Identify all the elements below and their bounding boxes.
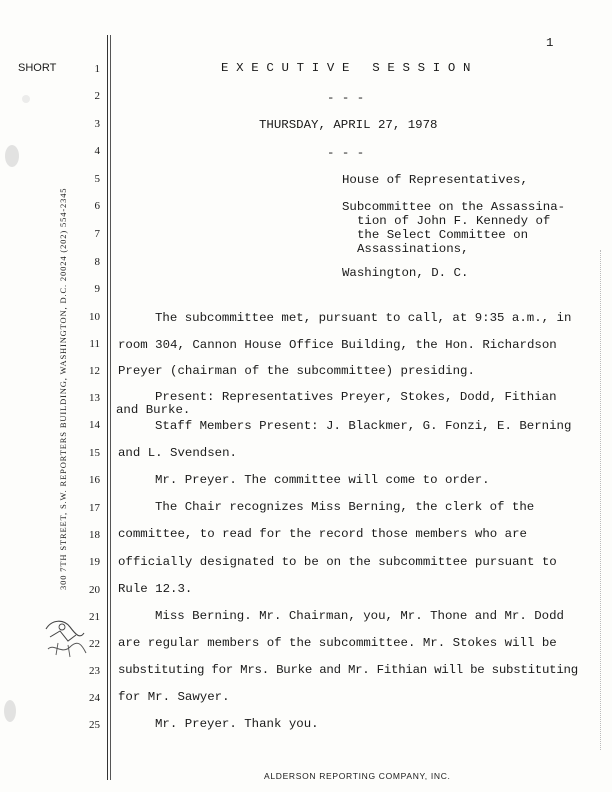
right-edge-mark <box>600 250 601 750</box>
scan-smudge <box>22 95 30 103</box>
line-number: 9 <box>94 283 100 295</box>
line-number: 1 <box>94 63 100 75</box>
scan-smudge <box>5 145 19 167</box>
line-number: 6 <box>94 200 100 212</box>
body-line: substituting for Mrs. Burke and Mr. Fithian will be substituting <box>118 663 578 677</box>
line-number: 3 <box>94 118 100 130</box>
session-date: THURSDAY, APRIL 27, 1978 <box>259 118 438 132</box>
body-line: room 304, Cannon House Office Building, the Hon. Richardson <box>118 338 557 352</box>
line-number: 11 <box>89 338 100 350</box>
address-line: the Select Committee on <box>357 228 529 242</box>
body-line: officially designated to be on the subcommittee pursuant to <box>118 555 557 569</box>
line-number: 21 <box>89 611 100 623</box>
address-line: Washington, D. C. <box>342 266 469 280</box>
reporter-address-vertical: 300 7TH STREET, S.W. REPORTERS BUILDING, WASHINGTON, D.C. 20024 (202) 554-2345 <box>58 187 68 590</box>
line-number: 4 <box>94 145 100 157</box>
line-number: 20 <box>89 584 100 596</box>
line-number: 14 <box>89 419 100 431</box>
scan-smudge <box>4 700 16 722</box>
reporting-company-footer: ALDERSON REPORTING COMPANY, INC. <box>264 771 451 781</box>
body-line: for Mr. Sawyer. <box>118 690 230 704</box>
line-number: 22 <box>89 638 100 650</box>
line-number: 23 <box>89 665 100 677</box>
line-number: 25 <box>89 719 100 731</box>
line-number: 5 <box>94 173 100 185</box>
session-heading: EXECUTIVE SESSION <box>221 61 479 75</box>
line-number: 19 <box>89 556 100 568</box>
address-line: Assassinations, <box>357 242 469 256</box>
left-margin-rule <box>107 35 108 780</box>
line-number: 15 <box>89 447 100 459</box>
short-label: SHORT <box>18 62 57 74</box>
body-line: Staff Members Present: J. Blackmer, G. Fonzi, E. Berning <box>155 419 572 433</box>
address-line: Subcommittee on the Assassina- <box>342 200 566 214</box>
body-line: and L. Svendsen. <box>118 446 237 460</box>
line-number: 24 <box>89 692 100 704</box>
address-line: House of Representatives, <box>342 173 528 187</box>
line-number: 18 <box>89 529 100 541</box>
body-line: are regular members of the subcommittee. Mr. Stokes will be <box>118 636 557 650</box>
body-line: Present: Representatives Preyer, Stokes, Dodd, Fithian <box>155 390 557 404</box>
body-line: Rule 12.3. <box>118 582 193 596</box>
line-number: 12 <box>89 365 100 377</box>
line-number: 8 <box>94 256 100 268</box>
body-line: Mr. Preyer. Thank you. <box>155 717 319 731</box>
body-line: Preyer (chairman of the subcommittee) presiding. <box>118 364 475 378</box>
line-number: 16 <box>89 474 100 486</box>
line-number: 10 <box>89 311 100 323</box>
line-number: 17 <box>89 502 100 514</box>
body-line: The Chair recognizes Miss Berning, the clerk of the <box>155 500 535 514</box>
body-line: Mr. Preyer. The committee will come to order. <box>155 473 490 487</box>
page-number: 1 <box>546 36 554 50</box>
body-line: committee, to read for the record those members who are <box>118 527 527 541</box>
body-line: Miss Berning. Mr. Chairman, you, Mr. Thone and Mr. Dodd <box>155 609 564 623</box>
body-line: and Burke. <box>116 403 191 417</box>
separator-dashes: - - - <box>327 91 365 105</box>
left-margin-rule-inner <box>110 35 111 780</box>
address-line: tion of John F. Kennedy of <box>357 214 551 228</box>
stamp-sketch <box>40 615 90 663</box>
line-number: 7 <box>94 228 100 240</box>
separator-dashes: - - - <box>327 146 365 160</box>
line-number: 2 <box>94 90 100 102</box>
body-line: The subcommittee met, pursuant to call, at 9:35 a.m., in <box>155 311 572 325</box>
line-number: 13 <box>89 392 100 404</box>
